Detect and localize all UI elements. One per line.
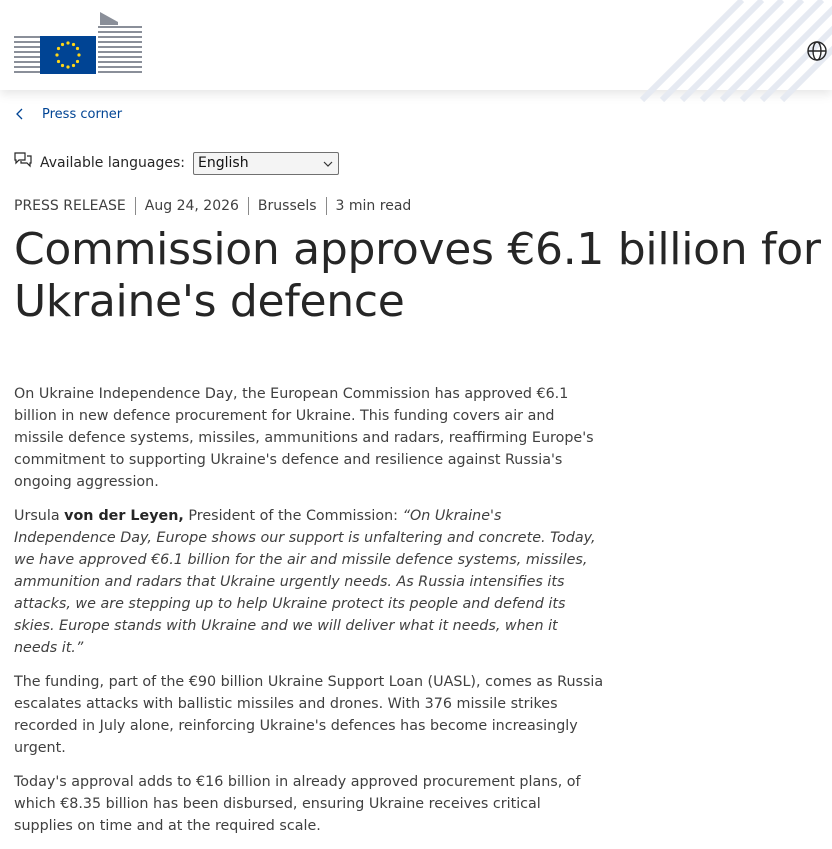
globe-icon[interactable] xyxy=(806,40,828,62)
chevron-down-icon xyxy=(323,160,333,168)
speaker-last-name: von der Leyen, xyxy=(64,508,184,524)
meta-divider xyxy=(248,197,249,215)
language-label: Available languages: xyxy=(40,155,186,171)
language-selector-row xyxy=(14,150,339,176)
european-commission-logo[interactable] xyxy=(14,12,142,76)
article-body xyxy=(14,383,604,849)
chevron-left-icon[interactable] xyxy=(14,108,26,120)
paragraph-intro: On Ukraine Independence Day, the European Commission has approved €6.1 billion in new defence procurement for Ukraine. This funding covers air and missile defence systems, missiles, ammunitions and radars, reaffirming Europe's commitment to supporting Ukraine's defence and resilience against Russia's ongoing aggression. xyxy=(14,386,594,490)
header-decoration xyxy=(642,0,832,90)
paragraph-funding: The funding, part of the €90 billion Ukraine Support Loan (UASL), comes as Russia escalates attacks with ballistic missiles and drones. With 376 missile strikes recorded in July alone, reinforcing Ukraine's defences has become increasingly urgent. xyxy=(14,674,604,756)
speaker-first-name: Ursula xyxy=(14,508,65,524)
breadcrumb-link-press-corner[interactable]: Press corner xyxy=(42,106,123,122)
language-selected-value: English xyxy=(198,155,249,171)
meta-divider xyxy=(326,197,327,215)
paragraph-quote xyxy=(14,505,604,659)
location: Brussels xyxy=(257,198,317,214)
meta-divider xyxy=(135,197,136,215)
breadcrumb xyxy=(14,103,122,125)
site-header xyxy=(0,0,832,90)
content-type: PRESS RELEASE xyxy=(14,198,126,214)
speaker-role: President of the Commission: xyxy=(183,508,403,524)
read-time: 3 min read xyxy=(335,198,412,214)
language-select[interactable] xyxy=(193,152,339,175)
paragraph-approval: Today's approval adds to €16 billion in already approved procurement plans, of which €8.35 billion has been disbursed, ensuring Ukraine receives critical supplies on time and at the required scale. xyxy=(14,774,581,834)
publish-date: Aug 24, 2026 xyxy=(144,198,239,214)
page-title: Commission approves €6.1 billion for Ukraine's defence xyxy=(14,224,821,327)
quote-text: “On Ukraine's Independence Day, Europe shows our support is unfaltering and concrete. Today, we have approved €6.1 billion for the air and missile defence systems, missiles, ammunition and radars that Ukraine urgently needs. As Russia intensifies its attacks, we are stepping up to help Ukraine protect its people and defend its skies. Europe stands with Ukraine and we will deliver what it needs, when it needs it.” xyxy=(14,508,596,656)
speech-bubbles-icon xyxy=(14,152,32,168)
article-meta xyxy=(14,197,411,215)
